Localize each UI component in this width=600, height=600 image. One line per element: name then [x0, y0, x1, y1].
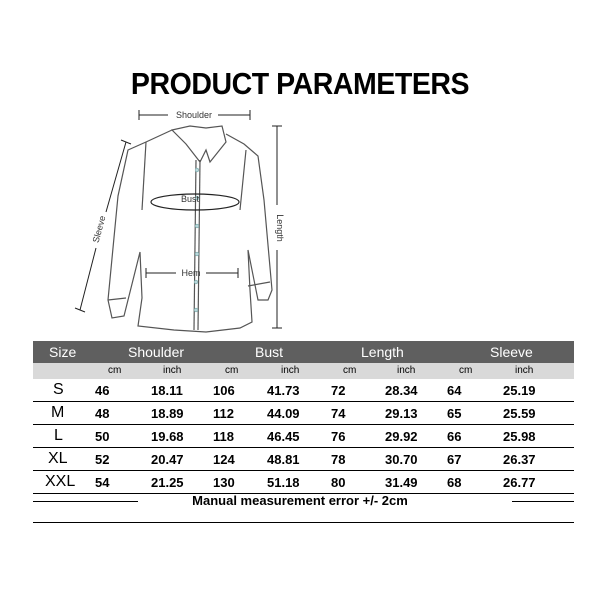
sleeve-label: Sleeve [90, 214, 108, 244]
value-cell: 72 [331, 383, 346, 398]
value-cell: 65 [447, 406, 462, 421]
value-cell: 18.11 [151, 383, 183, 398]
unit-cm: cm [343, 365, 357, 376]
size-cell: XXL [45, 473, 76, 490]
size-cell: S [53, 381, 64, 398]
value-cell: 74 [331, 406, 346, 421]
unit-cm: cm [108, 365, 122, 376]
value-cell: 67 [447, 452, 462, 467]
size-cell: L [54, 427, 63, 444]
value-cell: 25.19 [503, 383, 536, 398]
value-cell: 68 [447, 475, 462, 490]
value-cell: 29.13 [385, 406, 418, 421]
note-divider-right [512, 501, 574, 502]
value-cell: 66 [447, 429, 462, 444]
measurement-note: Manual measurement error +/- 2cm [192, 493, 408, 508]
bottom-divider [33, 522, 574, 523]
value-cell: 118 [213, 429, 234, 444]
hem-label: Hem [181, 268, 201, 278]
table-units-row [33, 363, 574, 379]
page-title: PRODUCT PARAMETERS [130, 66, 470, 101]
length-label: Length [275, 214, 285, 242]
value-cell: 26.37 [503, 452, 536, 467]
value-cell: 19.68 [151, 429, 184, 444]
header-size: Size [49, 344, 77, 360]
value-cell: 50 [95, 429, 110, 444]
value-cell: 28.34 [385, 383, 418, 398]
unit-inch: inch [515, 365, 534, 376]
unit-cm: cm [225, 365, 239, 376]
table-row [33, 448, 574, 471]
value-cell: 51.18 [267, 475, 300, 490]
value-cell: 106 [213, 383, 235, 398]
shirt-outline-icon [108, 126, 272, 332]
value-cell: 25.98 [503, 429, 536, 444]
value-cell: 20.47 [151, 452, 184, 467]
value-cell: 21.25 [151, 475, 184, 490]
table-row [33, 402, 574, 425]
bust-label: Bust [180, 194, 200, 204]
value-cell: 80 [331, 475, 346, 490]
unit-inch: inch [281, 365, 300, 376]
table-header-row [33, 341, 574, 363]
size-cell: M [51, 404, 65, 421]
unit-cm: cm [459, 365, 473, 376]
value-cell: 29.92 [385, 429, 418, 444]
value-cell: 46.45 [267, 429, 300, 444]
value-cell: 130 [213, 475, 235, 490]
value-cell: 30.70 [385, 452, 418, 467]
value-cell: 76 [331, 429, 346, 444]
value-cell: 48.81 [267, 452, 300, 467]
value-cell: 25.59 [503, 406, 536, 421]
value-cell: 54 [95, 475, 110, 490]
value-cell: 48 [95, 406, 110, 421]
shoulder-label: Shoulder [175, 110, 213, 120]
header-sleeve: Sleeve [490, 344, 533, 360]
value-cell: 112 [213, 406, 234, 421]
value-cell: 44.09 [267, 406, 300, 421]
table-row [33, 379, 574, 402]
table-row [33, 425, 574, 448]
unit-inch: inch [397, 365, 416, 376]
value-cell: 124 [213, 452, 235, 467]
value-cell: 46 [95, 383, 110, 398]
table-row [33, 471, 574, 494]
value-cell: 52 [95, 452, 110, 467]
size-table [33, 341, 574, 494]
value-cell: 31.49 [385, 475, 418, 490]
header-length: Length [361, 344, 404, 360]
header-shoulder: Shoulder [128, 344, 185, 360]
size-cell: XL [48, 450, 68, 467]
value-cell: 64 [447, 383, 462, 398]
value-cell: 41.73 [267, 383, 300, 398]
unit-inch: inch [163, 365, 182, 376]
header-bust: Bust [255, 344, 284, 360]
value-cell: 18.89 [151, 406, 184, 421]
value-cell: 78 [331, 452, 346, 467]
value-cell: 26.77 [503, 475, 536, 490]
